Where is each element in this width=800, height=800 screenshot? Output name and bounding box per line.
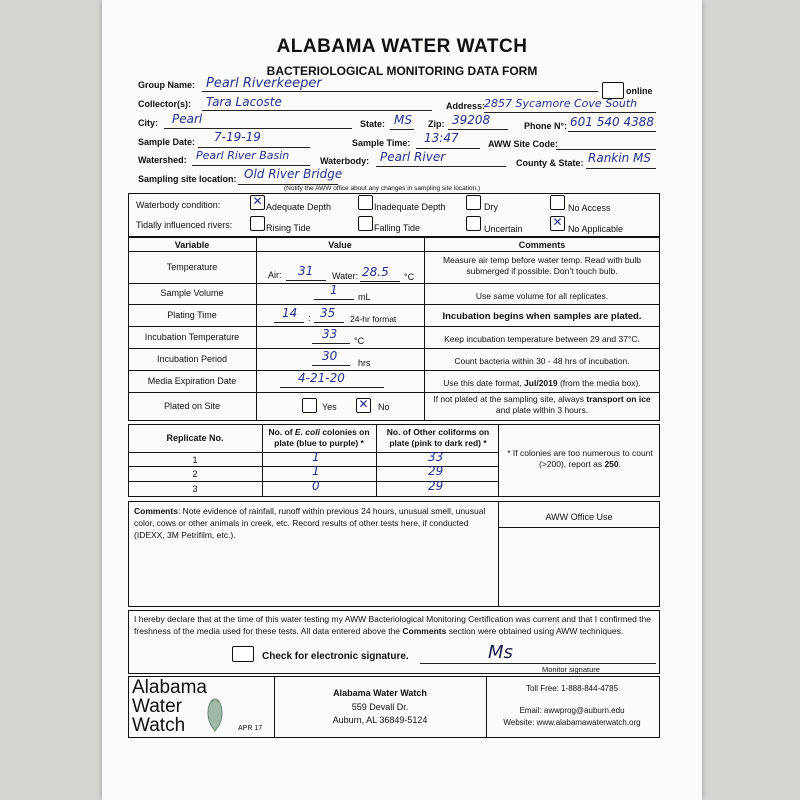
- water-line: [360, 281, 400, 282]
- replicate-1-no: 1: [192, 455, 198, 465]
- row-divider-1: [128, 283, 660, 284]
- state-label: State:: [360, 119, 386, 129]
- zip-line: [448, 129, 508, 130]
- plated-yes-checkbox[interactable]: [302, 398, 317, 413]
- logo-line-3: Watch: [132, 715, 186, 736]
- comments-label: Comments: [134, 506, 178, 516]
- org-address-1: 559 Devall Dr.: [351, 702, 409, 712]
- form-title: ALABAMA WATER WATCH: [276, 36, 528, 57]
- declaration-c: section were obtained using AWW techniques.: [446, 626, 624, 636]
- sampling-site-note: (Notify the AWW office about any changes in sampling site location.): [284, 185, 481, 192]
- media-expiration-value[interactable]: 4-21-20: [298, 371, 345, 385]
- media-comment-a: Use this date format,: [443, 378, 525, 388]
- county-state-value[interactable]: Rankin MS: [588, 151, 651, 165]
- replicate-note-a: * If colonies are too numerous to count (>200), report as: [507, 448, 653, 469]
- rep-divider-2: [376, 424, 377, 496]
- city-line: [164, 128, 352, 129]
- replicate-1-ecoli[interactable]: 1: [312, 450, 320, 464]
- sampling-site-value[interactable]: Old River Bridge: [244, 167, 343, 181]
- zip-value[interactable]: 39208: [452, 113, 491, 127]
- not-applicable-mark: ✕: [552, 215, 563, 229]
- incubation-temp-label: Incubation Temperature: [144, 332, 240, 342]
- row-divider-2: [128, 304, 660, 305]
- form-subtitle: BACTERIOLOGICAL MONITORING DATA FORM: [266, 64, 538, 78]
- esignature-checkbox[interactable]: [232, 646, 254, 662]
- rising-tide-checkbox[interactable]: [250, 216, 265, 231]
- watershed-label: Watershed:: [138, 155, 187, 165]
- ecoli-header: [264, 427, 374, 449]
- media-comment-b: Jul/2019: [524, 378, 558, 388]
- replicate-2-ecoli[interactable]: 1: [312, 464, 320, 478]
- inc-period-comment: Count bacteria within 30 - 48 hrs of incubation.: [454, 356, 630, 366]
- sample-time-label: Sample Time:: [352, 138, 411, 148]
- sample-time-value[interactable]: 13:47: [424, 131, 459, 145]
- air-temp-value[interactable]: 31: [298, 264, 314, 278]
- inc-period-unit: hrs: [358, 358, 371, 368]
- declaration-a: I hereby declare that at the time of this water testing my AWW Bacteriological Monitoring Certification was current and that I confirmed the freshness of the media used for these tests. All data entered above the: [134, 614, 652, 636]
- uncertain-label: Uncertain: [484, 224, 523, 234]
- declaration-text: [134, 613, 656, 637]
- media-expiration-label: Media Expiration Date: [147, 376, 237, 386]
- not-applicable-label: No Applicable: [568, 224, 624, 234]
- phone-label: Phone N°:: [524, 121, 568, 131]
- monitor-signature[interactable]: Ms: [488, 642, 513, 663]
- sample-volume-label: Sample Volume: [160, 288, 224, 298]
- monitor-signature-label: Monitor signature: [542, 665, 600, 674]
- plated-comment-c: and plate within 3 hours.: [495, 405, 589, 415]
- incubation-period-label: Incubation Period: [156, 354, 228, 364]
- aww-site-code-label: AWW Site Code:: [488, 139, 558, 149]
- replicate-3-ecoli[interactable]: 0: [312, 479, 320, 493]
- comments-instructions: : Note evidence of rainfall, runoff within previous 24 hours, unusual smell, unusual color, cows or other animals in creek, etc. Record results of other tests here, if conducted (IDEXX, 3M Petrifilm, etc.).: [134, 506, 486, 540]
- sample-date-value[interactable]: 7-19-19: [214, 130, 261, 144]
- inc-temp-line: [312, 343, 350, 344]
- collectors-line: [202, 110, 432, 111]
- plating-sep: :: [308, 313, 311, 323]
- waterbody-condition-label: Waterbody condition:: [136, 200, 221, 210]
- falling-tide-checkbox[interactable]: [358, 216, 373, 231]
- address-value[interactable]: 2857 Sycamore Cove South: [484, 97, 638, 110]
- watershed-value[interactable]: Pearl River Basin: [196, 149, 290, 162]
- inadequate-depth-label: Inadequate Depth: [374, 202, 446, 212]
- declaration-b: Comments: [402, 626, 447, 636]
- dry-label: Dry: [484, 202, 498, 212]
- no-access-checkbox[interactable]: [550, 195, 565, 210]
- row-divider-4: [128, 348, 660, 349]
- falling-tide-label: Falling Tide: [374, 223, 421, 233]
- plating-minute-value[interactable]: 35: [320, 306, 336, 320]
- header-variable: Variable: [174, 240, 210, 250]
- org-name: Alabama Water Watch: [333, 688, 427, 698]
- aww-site-code-line: [556, 149, 656, 150]
- sample-time-line: [416, 148, 480, 149]
- replicate-note-b: 250: [604, 459, 619, 469]
- row-divider-6: [128, 392, 660, 393]
- water-label: Water:: [332, 271, 359, 281]
- dry-checkbox[interactable]: [466, 195, 481, 210]
- replicate-note-c: .: [618, 459, 621, 469]
- inadequate-depth-checkbox[interactable]: [358, 195, 373, 210]
- address-line: [484, 112, 656, 113]
- temperature-label: Temperature: [166, 262, 218, 272]
- address-label: Address:: [446, 101, 486, 111]
- plating-format: 24-hr format: [350, 314, 397, 324]
- adequate-depth-mark: ✕: [252, 194, 263, 208]
- plated-no-label: No: [378, 402, 390, 412]
- email[interactable]: Email: awwprog@auburn.edu: [519, 706, 625, 715]
- media-comment-c: (from the media box).: [557, 378, 641, 388]
- adequate-depth-label: Adequate Depth: [266, 202, 332, 212]
- adequate-depth-checkbox[interactable]: [250, 195, 265, 210]
- plating-comment: Incubation begins when samples are plated.: [442, 311, 642, 322]
- office-use-line: [498, 527, 660, 528]
- sampling-site-label: Sampling site location:: [138, 174, 237, 184]
- replicate-1-other[interactable]: 33: [428, 450, 444, 464]
- inc-temp-unit: °C: [354, 336, 365, 346]
- plating-hour-value[interactable]: 14: [282, 306, 298, 320]
- replicate-3-no: 3: [192, 484, 198, 494]
- waterbody-value[interactable]: Pearl River: [380, 150, 446, 164]
- sample-date-line: [198, 147, 310, 148]
- row-divider-5: [128, 370, 660, 371]
- org-address-2: Auburn, AL 36849-5124: [332, 715, 428, 725]
- county-state-line: [586, 168, 656, 169]
- state-value[interactable]: MS: [394, 113, 412, 127]
- toll-free: Toll Free: 1-888-844-4785: [525, 684, 619, 693]
- no-access-label: No Access: [568, 203, 611, 213]
- zip-label: Zip:: [428, 119, 445, 129]
- office-use-label: AWW Office Use: [545, 512, 613, 522]
- inc-temp-comment: Keep incubation temperature between 29 and 37°C.: [444, 334, 640, 344]
- replicate-3-other[interactable]: 29: [428, 479, 444, 493]
- air-label: Air:: [268, 270, 282, 280]
- group-name-value[interactable]: Pearl Riverkeeper: [206, 76, 322, 91]
- ecoli-header-c: colonies on plate (blue to purple) *: [274, 427, 370, 448]
- ecoli-header-b: E. coli: [294, 427, 320, 437]
- replicate-2-no: 2: [192, 469, 198, 479]
- city-value[interactable]: Pearl: [172, 112, 203, 126]
- tidal-label: Tidally influenced rivers:: [136, 220, 233, 230]
- collectors-value[interactable]: Tara Lacoste: [206, 95, 282, 109]
- online-label: online: [626, 86, 653, 96]
- state-line: [390, 129, 414, 130]
- website[interactable]: Website: www.alabamawaterwatch.org: [503, 718, 641, 727]
- plated-yes-label: Yes: [322, 402, 337, 412]
- phone-value[interactable]: 601 540 4388: [570, 115, 654, 129]
- comments-text: [134, 505, 494, 541]
- rising-tide-label: Rising Tide: [266, 223, 311, 233]
- watershed-line: [192, 165, 310, 166]
- waterbody-label: Waterbody:: [320, 156, 370, 166]
- esignature-label: Check for electronic signature.: [262, 651, 409, 662]
- temp-unit: °C: [404, 272, 415, 282]
- replicate-2-other[interactable]: 29: [428, 464, 444, 478]
- temperature-comment: Measure air temp before water temp. Read with bulb submerged if possible. Don’t touch bulb.: [443, 255, 641, 276]
- uncertain-checkbox[interactable]: [466, 216, 481, 231]
- plated-on-site-label: Plated on Site: [163, 401, 221, 411]
- rep-divider-1: [262, 424, 263, 496]
- plated-no-checkbox[interactable]: [356, 398, 371, 413]
- media-comment: [424, 378, 660, 388]
- logo-line-1: Alabama: [132, 677, 207, 698]
- other-coliforms-header: No. of Other coliforms on plate (pink to dark red) *: [386, 427, 490, 448]
- incubation-period-value[interactable]: 30: [322, 349, 338, 363]
- rep-divider-3: [498, 424, 499, 496]
- fish-icon: [200, 694, 230, 732]
- sample-date-label: Sample Date:: [138, 137, 196, 147]
- air-line: [286, 280, 326, 281]
- city-label: City:: [138, 118, 158, 128]
- waterbody-line: [376, 166, 506, 167]
- group-name-label: Group Name:: [138, 80, 196, 90]
- header-comments: Comments: [518, 240, 566, 250]
- ecoli-header-a: No. of: [268, 427, 295, 437]
- replicate-note: [506, 448, 654, 470]
- not-applicable-checkbox[interactable]: [550, 216, 565, 231]
- inc-period-line: [312, 365, 350, 366]
- phone-line: [568, 131, 656, 132]
- header-value: Value: [328, 240, 352, 250]
- plated-comment-a: If not plated at the sampling site, always: [433, 394, 587, 404]
- plated-comment-b: transport on ice: [586, 394, 651, 404]
- incubation-temp-value[interactable]: 33: [322, 327, 338, 341]
- plated-no-mark: ✕: [358, 397, 369, 411]
- row-divider-3: [128, 326, 660, 327]
- media-line: [280, 387, 384, 388]
- sample-volume-value[interactable]: 1: [330, 283, 338, 297]
- group-name-line: [202, 91, 598, 92]
- plated-comment: [428, 394, 656, 416]
- signature-line: [420, 663, 656, 664]
- logo-line-2: Water: [132, 696, 182, 717]
- volume-comment: Use same volume for all replicates.: [475, 291, 609, 301]
- collectors-label: Collector(s):: [138, 99, 192, 109]
- volume-unit: mL: [358, 292, 371, 302]
- plating-minute-line: [314, 322, 344, 323]
- plating-time-label: Plating Time: [167, 310, 217, 320]
- volume-line: [314, 299, 354, 300]
- water-temp-value[interactable]: 28.5: [362, 265, 389, 279]
- row-divider-0: [128, 251, 660, 252]
- county-state-label: County & State:: [516, 158, 584, 168]
- form-version: APR 17: [238, 725, 263, 732]
- data-form-page: [102, 0, 702, 800]
- replicate-no-header: Replicate No.: [166, 433, 224, 443]
- plating-hour-line: [274, 322, 304, 323]
